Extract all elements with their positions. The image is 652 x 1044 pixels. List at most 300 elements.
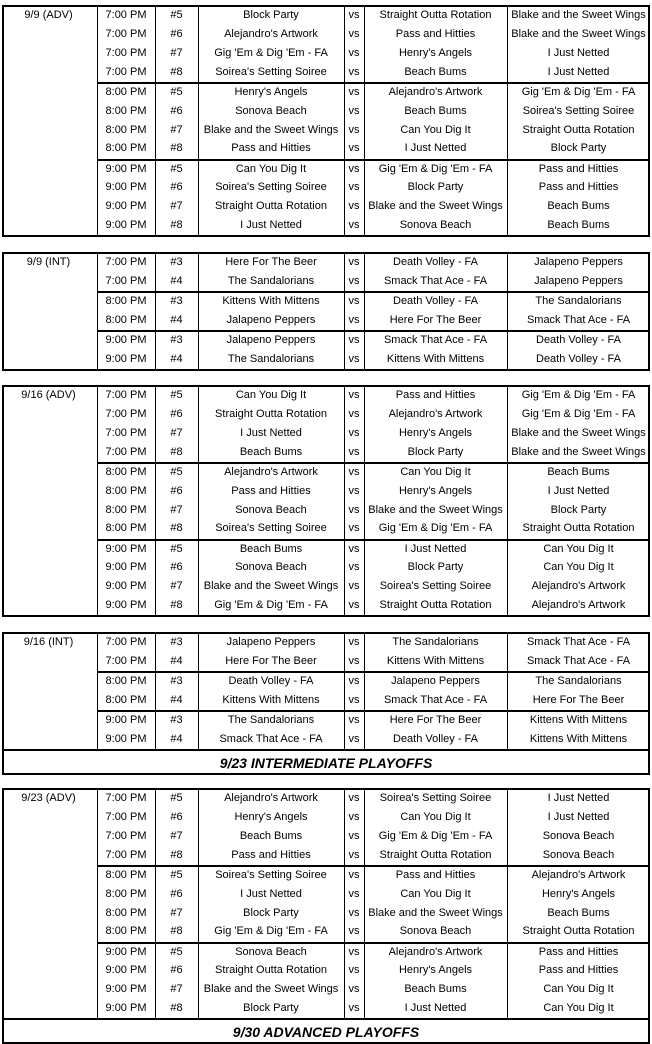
cell-away: Can You Dig It [400, 123, 471, 136]
cell-ref: I Just Netted [547, 65, 610, 78]
rule [364, 252, 365, 369]
cell-time: 8:00 PM [105, 868, 147, 881]
cell-away: Here For The Beer [389, 313, 482, 326]
cell-court: #5 [170, 542, 183, 555]
rule [648, 385, 650, 617]
cell-time: 9:00 PM [105, 713, 147, 726]
cell-time: 7:00 PM [105, 407, 147, 420]
cell-ref: Kittens With Mittens [529, 732, 628, 745]
cell-away: Pass and Hitties [395, 868, 476, 881]
rule [2, 632, 4, 751]
cell-vs: vs [348, 274, 360, 287]
cell-away: Here For The Beer [389, 713, 482, 726]
cell-ref: Can You Dig It [543, 561, 614, 574]
cell-vs: vs [348, 104, 360, 117]
cell-home: Here For The Beer [225, 654, 317, 667]
cell-home: Sonova Beach [235, 104, 307, 117]
cell-time: 9:00 PM [105, 561, 147, 574]
rule [2, 252, 4, 371]
cell-time: 8:00 PM [105, 693, 147, 706]
rule [648, 1018, 650, 1044]
cell-away: Smack That Ace - FA [383, 693, 488, 706]
cell-home: Soirea's Setting Soiree [215, 522, 327, 535]
cell-vs: vs [348, 85, 360, 98]
cell-time: 7:00 PM [105, 46, 147, 59]
cell-away: I Just Netted [404, 1002, 467, 1015]
cell-time: 8:00 PM [105, 465, 147, 478]
cell-time: 9:00 PM [105, 599, 147, 612]
playoffs-banner: 9/23 INTERMEDIATE PLAYOFFS [219, 755, 433, 771]
cell-time: 7:00 PM [105, 635, 147, 648]
cell-time: 8:00 PM [105, 484, 147, 497]
cell-time: 7:00 PM [105, 27, 147, 40]
cell-away: Alejandro's Artwork [388, 85, 483, 98]
cell-court: #5 [170, 162, 183, 175]
cell-home: Block Party [243, 1002, 299, 1015]
cell-vs: vs [348, 352, 360, 365]
rule [2, 235, 650, 237]
cell-court: #6 [170, 561, 183, 574]
cell-vs: vs [348, 388, 360, 401]
cell-home: Pass and Hitties [231, 484, 311, 497]
cell-court: #3 [170, 635, 183, 648]
cell-vs: vs [348, 219, 360, 232]
cell-vs: vs [348, 426, 360, 439]
cell-court: #3 [170, 333, 183, 346]
rule [344, 5, 345, 235]
cell-time: 7:00 PM [105, 848, 147, 861]
cell-vs: vs [348, 599, 360, 612]
rule [344, 632, 345, 749]
cell-time: 7:00 PM [105, 791, 147, 804]
cell-court: #6 [170, 964, 183, 977]
cell-home: Gig 'Em & Dig 'Em - FA [214, 599, 328, 612]
rule [344, 788, 345, 1018]
rule [507, 632, 508, 749]
cell-home: Beach Bums [239, 445, 303, 458]
cell-time: 9:00 PM [105, 162, 147, 175]
cell-time: 7:00 PM [105, 654, 147, 667]
cell-time: 8:00 PM [105, 503, 147, 516]
cell-vs: vs [348, 791, 360, 804]
rule [155, 252, 156, 369]
cell-vs: vs [348, 123, 360, 136]
cell-court: #7 [170, 123, 183, 136]
cell-vs: vs [348, 654, 360, 667]
cell-ref: The Sandalorians [535, 674, 622, 687]
cell-time: 9:00 PM [105, 732, 147, 745]
cell-vs: vs [348, 162, 360, 175]
cell-court: #8 [170, 445, 183, 458]
cell-court: #6 [170, 104, 183, 117]
cell-ref: Kittens With Mittens [529, 713, 628, 726]
cell-vs: vs [348, 848, 360, 861]
cell-ref: Sonova Beach [542, 848, 615, 861]
cell-away: I Just Netted [404, 542, 467, 555]
cell-court: #7 [170, 983, 183, 996]
cell-court: #3 [170, 255, 183, 268]
cell-vs: vs [348, 906, 360, 919]
rule [364, 5, 365, 235]
cell-ref: I Just Netted [547, 46, 610, 59]
cell-court: #3 [170, 294, 183, 307]
cell-home: Alejandro's Artwork [224, 27, 318, 40]
cell-court: #6 [170, 181, 183, 194]
rule [2, 369, 650, 371]
cell-vs: vs [348, 561, 360, 574]
rule [198, 5, 199, 235]
cell-vs: vs [348, 635, 360, 648]
rule [648, 749, 650, 775]
cell-away: Gig 'Em & Dig 'Em - FA [378, 522, 493, 535]
cell-court: #4 [170, 693, 183, 706]
cell-home: Can You Dig It [235, 162, 307, 175]
cell-vs: vs [348, 484, 360, 497]
cell-away: Smack That Ace - FA [383, 333, 488, 346]
cell-time: 8:00 PM [105, 906, 147, 919]
cell-home: Block Party [243, 906, 299, 919]
cell-court: #4 [170, 352, 183, 365]
cell-time: 8:00 PM [105, 104, 147, 117]
cell-time: 9:00 PM [105, 219, 147, 232]
week-label: 9/23 (ADV) [21, 791, 76, 804]
cell-vs: vs [348, 200, 360, 213]
cell-court: #5 [170, 465, 183, 478]
cell-ref: Beach Bums [547, 200, 610, 213]
cell-vs: vs [348, 294, 360, 307]
cell-court: #4 [170, 654, 183, 667]
cell-ref: Blake and the Sweet Wings [511, 445, 646, 458]
cell-away: Gig 'Em & Dig 'Em - FA [378, 162, 493, 175]
cell-ref: Straight Outta Rotation [522, 522, 635, 535]
cell-ref: Beach Bums [547, 465, 610, 478]
cell-ref: Beach Bums [547, 219, 610, 232]
cell-ref: Straight Outta Rotation [522, 123, 635, 136]
cell-away: Gig 'Em & Dig 'Em - FA [378, 829, 493, 842]
cell-vs: vs [348, 407, 360, 420]
cell-vs: vs [348, 333, 360, 346]
cell-time: 8:00 PM [105, 294, 147, 307]
cell-ref: Pass and Hitties [538, 964, 619, 977]
cell-home: Blake and the Sweet Wings [203, 983, 339, 996]
cell-court: #5 [170, 388, 183, 401]
cell-ref: Alejandro's Artwork [531, 599, 626, 612]
cell-away: Soirea's Setting Soiree [379, 580, 492, 593]
cell-time: 9:00 PM [105, 333, 147, 346]
cell-vs: vs [348, 829, 360, 842]
cell-ref: Here For The Beer [532, 693, 625, 706]
cell-away: Death Volley - FA [393, 732, 478, 745]
cell-away: Block Party [407, 181, 464, 194]
week-label: 9/16 (INT) [23, 635, 74, 648]
cell-home: Pass and Hitties [231, 848, 311, 861]
cell-ref: Jalapeno Peppers [534, 255, 623, 268]
cell-away: Blake and the Sweet Wings [368, 906, 503, 919]
cell-time: 7:00 PM [105, 810, 147, 823]
cell-time: 7:00 PM [105, 388, 147, 401]
cell-vs: vs [348, 465, 360, 478]
cell-home: The Sandalorians [227, 713, 315, 726]
cell-ref: Gig 'Em & Dig 'Em - FA [521, 407, 636, 420]
cell-vs: vs [348, 983, 360, 996]
cell-time: 7:00 PM [105, 426, 147, 439]
rule [648, 5, 650, 237]
cell-home: I Just Netted [240, 887, 302, 900]
cell-ref: Blake and the Sweet Wings [511, 8, 646, 21]
cell-away: Henry's Angels [398, 964, 473, 977]
rule [97, 5, 98, 235]
cell-time: 8:00 PM [105, 887, 147, 900]
cell-ref: Pass and Hitties [538, 945, 619, 958]
cell-home: Blake and the Sweet Wings [203, 580, 339, 593]
cell-away: Can You Dig It [400, 810, 471, 823]
cell-time: 9:00 PM [105, 945, 147, 958]
cell-time: 8:00 PM [105, 85, 147, 98]
cell-time: 7:00 PM [105, 65, 147, 78]
rule [97, 385, 98, 615]
cell-home: Beach Bums [239, 542, 303, 555]
cell-home: Sonova Beach [235, 561, 307, 574]
cell-home: Alejandro's Artwork [224, 465, 318, 478]
cell-vs: vs [348, 810, 360, 823]
cell-away: Straight Outta Rotation [379, 599, 492, 612]
cell-ref: Pass and Hitties [538, 162, 619, 175]
cell-away: Smack That Ace - FA [383, 274, 488, 287]
cell-vs: vs [348, 522, 360, 535]
cell-home: Jalapeno Peppers [226, 635, 316, 648]
cell-home: Soirea's Setting Soiree [215, 181, 327, 194]
rule [155, 5, 156, 235]
cell-away: Beach Bums [404, 65, 467, 78]
cell-vs: vs [348, 693, 360, 706]
cell-ref: Jalapeno Peppers [534, 274, 623, 287]
cell-away: Straight Outta Rotation [379, 8, 492, 21]
cell-court: #5 [170, 85, 183, 98]
rule [507, 252, 508, 369]
cell-home: Soirea's Setting Soiree [215, 65, 327, 78]
cell-court: #6 [170, 27, 183, 40]
cell-ref: I Just Netted [547, 484, 610, 497]
cell-ref: I Just Netted [547, 791, 610, 804]
playoffs-banner: 9/30 ADVANCED PLAYOFFS [232, 1024, 420, 1040]
rule [2, 385, 4, 617]
cell-away: Can You Dig It [400, 887, 471, 900]
cell-away: Beach Bums [404, 104, 467, 117]
cell-ref: Alejandro's Artwork [531, 868, 626, 881]
cell-home: Henry's Angels [234, 85, 308, 98]
cell-ref: Blake and the Sweet Wings [511, 426, 646, 439]
cell-time: 9:00 PM [105, 181, 147, 194]
cell-time: 9:00 PM [105, 580, 147, 593]
cell-court: #6 [170, 484, 183, 497]
rule [155, 385, 156, 615]
cell-time: 8:00 PM [105, 313, 147, 326]
cell-time: 7:00 PM [105, 255, 147, 268]
cell-vs: vs [348, 945, 360, 958]
cell-home: Straight Outta Rotation [215, 200, 327, 213]
cell-time: 8:00 PM [105, 142, 147, 155]
cell-vs: vs [348, 27, 360, 40]
cell-home: Block Party [243, 8, 299, 21]
cell-vs: vs [348, 445, 360, 458]
rule [507, 5, 508, 235]
cell-court: #4 [170, 274, 183, 287]
cell-away: Death Volley - FA [393, 294, 478, 307]
cell-away: Blake and the Sweet Wings [368, 503, 503, 516]
cell-vs: vs [348, 313, 360, 326]
rule [648, 632, 650, 751]
cell-ref: Pass and Hitties [538, 181, 619, 194]
cell-court: #8 [170, 219, 183, 232]
cell-home: Smack That Ace - FA [219, 732, 323, 745]
cell-vs: vs [348, 925, 360, 938]
cell-ref: Gig 'Em & Dig 'Em - FA [521, 85, 636, 98]
cell-time: 7:00 PM [105, 274, 147, 287]
cell-vs: vs [348, 713, 360, 726]
rule [507, 385, 508, 615]
cell-time: 7:00 PM [105, 445, 147, 458]
cell-court: #7 [170, 200, 183, 213]
cell-ref: Sonova Beach [542, 829, 615, 842]
cell-home: Here For The Beer [225, 255, 317, 268]
cell-away: Sonova Beach [399, 219, 472, 232]
rule [507, 788, 508, 1018]
cell-home: Straight Outta Rotation [215, 407, 327, 420]
cell-home: The Sandalorians [227, 352, 315, 365]
cell-vs: vs [348, 65, 360, 78]
rule [155, 788, 156, 1018]
cell-time: 9:00 PM [105, 1002, 147, 1015]
cell-home: Jalapeno Peppers [226, 313, 316, 326]
cell-home: Kittens With Mittens [222, 294, 320, 307]
cell-home: Gig 'Em & Dig 'Em - FA [214, 46, 328, 59]
cell-away: I Just Netted [404, 142, 467, 155]
cell-ref: Henry's Angels [541, 887, 616, 900]
cell-vs: vs [348, 580, 360, 593]
rule [97, 632, 98, 749]
cell-away: Beach Bums [404, 983, 467, 996]
cell-home: Pass and Hitties [231, 142, 311, 155]
cell-ref: Gig 'Em & Dig 'Em - FA [521, 388, 636, 401]
cell-vs: vs [348, 8, 360, 21]
cell-time: 8:00 PM [105, 123, 147, 136]
cell-away: Can You Dig It [400, 465, 471, 478]
cell-vs: vs [348, 868, 360, 881]
cell-vs: vs [348, 46, 360, 59]
cell-away: Alejandro's Artwork [388, 945, 483, 958]
cell-court: #7 [170, 580, 183, 593]
cell-away: Henry's Angels [398, 426, 473, 439]
cell-vs: vs [348, 732, 360, 745]
cell-away: Jalapeno Peppers [391, 674, 480, 687]
week-label: 9/9 (ADV) [24, 8, 73, 21]
cell-home: Jalapeno Peppers [226, 333, 316, 346]
cell-away: Block Party [407, 561, 464, 574]
cell-away: Soirea's Setting Soiree [379, 791, 492, 804]
cell-home: Sonova Beach [235, 503, 307, 516]
cell-home: Gig 'Em & Dig 'Em - FA [214, 925, 328, 938]
cell-court: #6 [170, 810, 183, 823]
cell-ref: Straight Outta Rotation [522, 925, 635, 938]
cell-away: Block Party [407, 445, 464, 458]
cell-time: 8:00 PM [105, 674, 147, 687]
cell-ref: Smack That Ace - FA [526, 635, 631, 648]
cell-vs: vs [348, 142, 360, 155]
cell-home: I Just Netted [240, 426, 302, 439]
cell-court: #8 [170, 142, 183, 155]
cell-court: #8 [170, 599, 183, 612]
cell-ref: Death Volley - FA [536, 352, 621, 365]
cell-court: #6 [170, 887, 183, 900]
rule [198, 385, 199, 615]
rule [97, 788, 98, 1018]
cell-away: Alejandro's Artwork [388, 407, 483, 420]
cell-ref: Blake and the Sweet Wings [511, 27, 646, 40]
cell-ref: Can You Dig It [543, 542, 614, 555]
cell-vs: vs [348, 1002, 360, 1015]
cell-court: #5 [170, 791, 183, 804]
rule [2, 773, 650, 775]
cell-vs: vs [348, 887, 360, 900]
cell-home: Alejandro's Artwork [224, 791, 318, 804]
rule [364, 385, 365, 615]
cell-court: #8 [170, 1002, 183, 1015]
cell-ref: Can You Dig It [543, 983, 614, 996]
cell-home: Can You Dig It [235, 388, 307, 401]
cell-court: #3 [170, 674, 183, 687]
week-label: 9/16 (ADV) [21, 388, 76, 401]
cell-court: #8 [170, 65, 183, 78]
cell-court: #7 [170, 906, 183, 919]
cell-away: The Sandalorians [392, 635, 479, 648]
cell-home: The Sandalorians [227, 274, 315, 287]
cell-time: 9:00 PM [105, 983, 147, 996]
cell-home: Henry's Angels [234, 810, 308, 823]
cell-time: 9:00 PM [105, 542, 147, 555]
cell-vs: vs [348, 503, 360, 516]
rule [155, 632, 156, 749]
cell-home: Soirea's Setting Soiree [215, 868, 327, 881]
cell-court: #5 [170, 868, 183, 881]
cell-time: 9:00 PM [105, 352, 147, 365]
cell-home: I Just Netted [240, 219, 302, 232]
cell-ref: Beach Bums [547, 906, 610, 919]
rule [2, 1018, 4, 1044]
cell-time: 9:00 PM [105, 200, 147, 213]
cell-vs: vs [348, 255, 360, 268]
cell-court: #4 [170, 313, 183, 326]
rule [2, 5, 4, 237]
cell-ref: I Just Netted [547, 810, 610, 823]
rule [344, 252, 345, 369]
cell-court: #6 [170, 407, 183, 420]
cell-away: Sonova Beach [399, 925, 472, 938]
cell-ref: Smack That Ace - FA [526, 654, 631, 667]
cell-ref: Block Party [550, 142, 607, 155]
cell-court: #8 [170, 522, 183, 535]
cell-court: #5 [170, 945, 183, 958]
cell-ref: Can You Dig It [543, 1002, 614, 1015]
cell-time: 9:00 PM [105, 964, 147, 977]
cell-time: 8:00 PM [105, 925, 147, 938]
cell-court: #7 [170, 503, 183, 516]
rule [364, 788, 365, 1018]
cell-vs: vs [348, 674, 360, 687]
cell-ref: Soirea's Setting Soiree [522, 104, 635, 117]
cell-away: Pass and Hitties [395, 27, 476, 40]
cell-court: #8 [170, 925, 183, 938]
cell-home: Sonova Beach [235, 945, 307, 958]
